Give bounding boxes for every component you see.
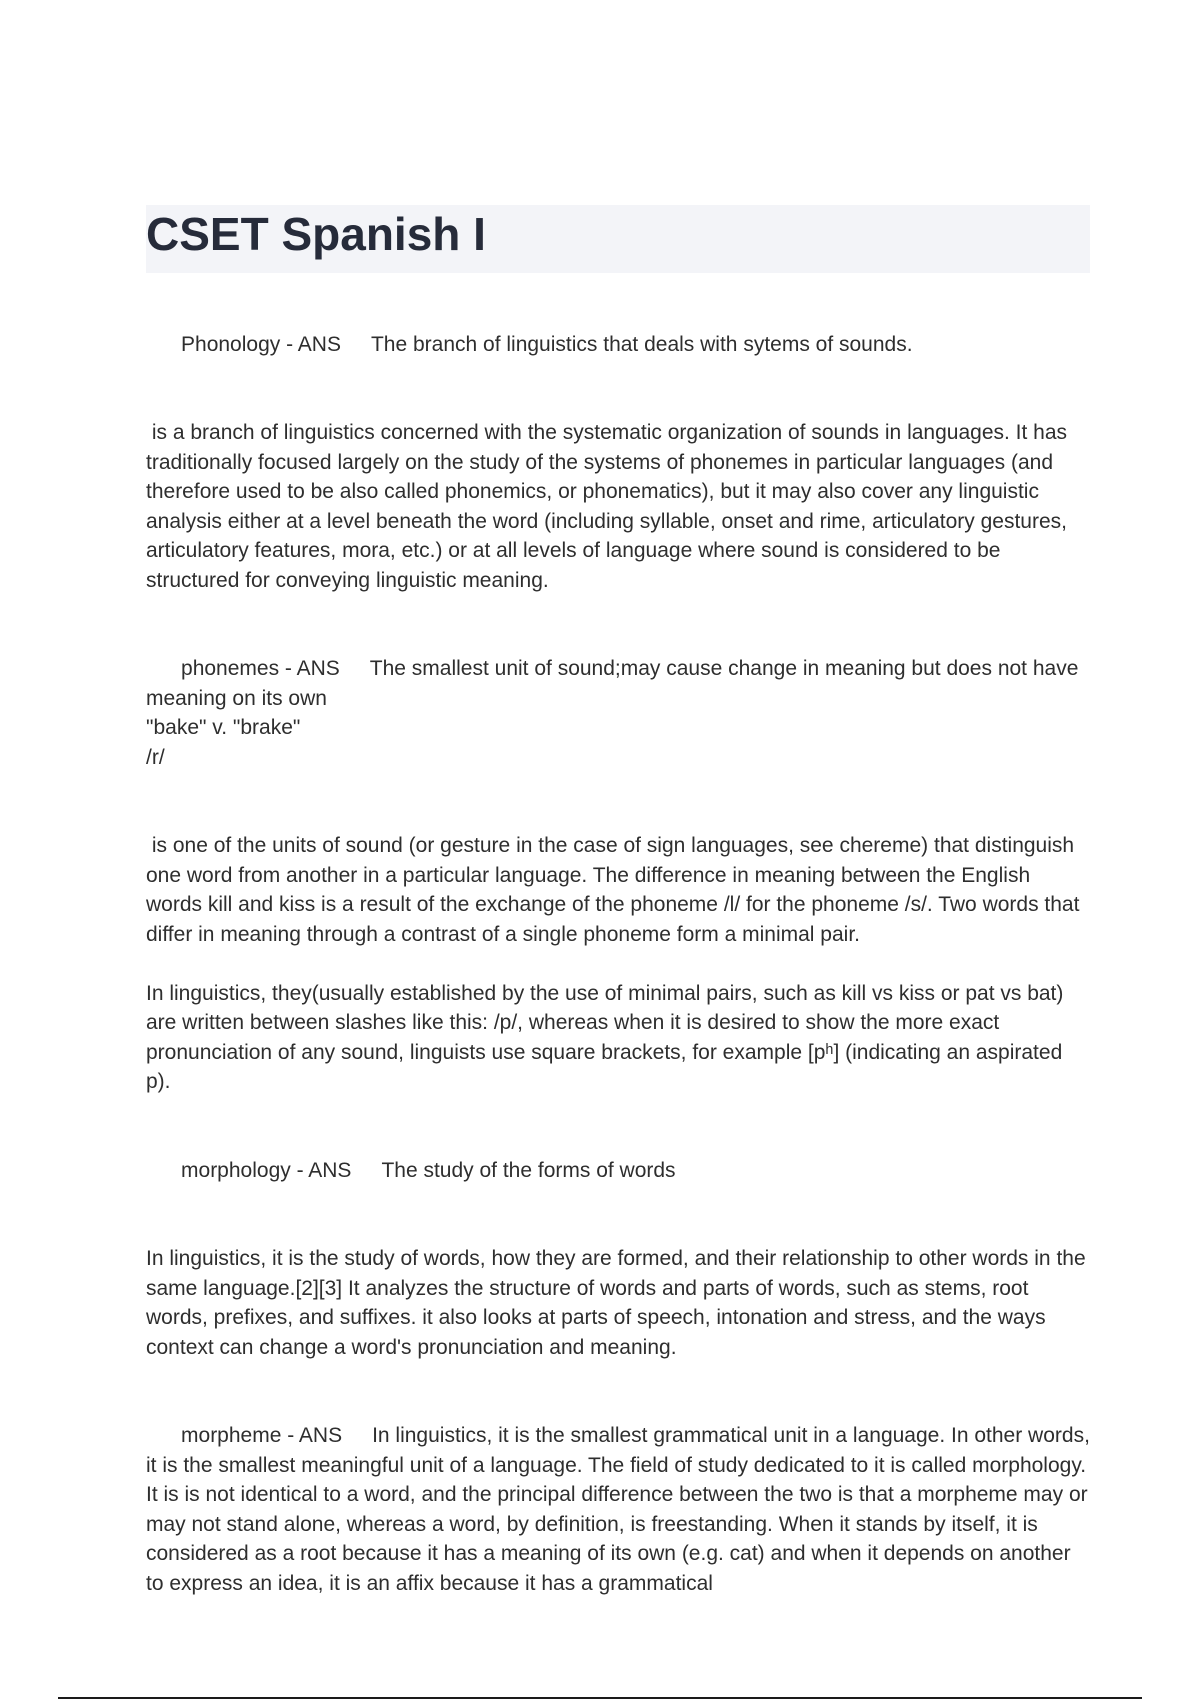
title-bar (146, 205, 1090, 273)
page-bottom-rule (58, 1697, 1142, 1699)
document-title: CSET Spanish I (146, 208, 486, 260)
term-definition: The smallest unit of sound;may cause change in meaning but does not have meaning on its own "bake" v. "brake" /r/ (146, 657, 1079, 769)
entry-morphology (146, 1126, 1090, 1215)
term-definition: The branch of linguistics that deals with sytems of sounds. (370, 332, 913, 356)
paragraph-morphology-detail: In linguistics, it is the study of words, how they are formed, and their relationship to other words in the same language.[2][3] It analyzes the structure of words and parts of words, such as stems, root words, prefixes, and suffixes. it also looks at parts of speech, intonation and stress, and the ways context can change a word's pronunciation and meaning. (146, 1247, 1092, 1359)
term-label: Phonology - ANS (181, 332, 341, 356)
paragraph-phoneme-detail: is one of the units of sound (or gesture in the case of sign languages, see chereme) that distinguish one word from another in a particular language. The difference in meaning between the English words kill and kiss is a result of the exchange of the phoneme /l/ for the phoneme /s/. Two words that differ in meaning through a contrast of a single phoneme form a minimal pair. (146, 834, 1086, 946)
term-label: phonemes - ANS (181, 657, 340, 680)
document-body (146, 300, 1096, 1657)
entry-phonology (146, 300, 1090, 389)
term-label: morphology - ANS (181, 1158, 352, 1182)
term-definition: In linguistics, it is the smallest grammatical unit in a language. In other words, it is the smallest meaningful unit of a language. The field of study dedicated to it is called morphology. It is is not identical to a word, and the principal difference between the two is that a morpheme may or may not stand alone, whereas a word, by definition, is freestanding. When it stands by itself, it is considered as a root because it has a meaning of its own (e.g. cat) and when it depends on another to express an idea, it is an affix because it has a grammatical (146, 1424, 1096, 1595)
term-definition: The study of the forms of words (381, 1158, 676, 1182)
term-label: morpheme - ANS (181, 1424, 343, 1447)
paragraph-phoneme-notation: In linguistics, they(usually established by the use of minimal pairs, such as kill vs kiss or pat vs bat) are written between slashes like this: /p/, whereas when it is desired to show the more exact pronunciation of any sound, linguists use square brackets, for example [pʰ] (indicating an aspirated p). (146, 981, 1070, 1093)
paragraph-phonology-detail: is a branch of linguistics concerned with the systematic organization of sounds in languages. It has traditionally focused largely on the study of the systems of phonemes in particular languages (and therefore used to be also called phonemics, or phonematics), but it may also cover any linguistic analysis either at a level beneath the word (including syllable, onset and rime, articulatory gestures, articulatory features, mora, etc.) or at all levels of language where sound is considered to be structured for conveying linguistic meaning. (146, 421, 1073, 592)
entry-phonemes (146, 625, 1090, 802)
entry-morpheme (146, 1392, 1096, 1628)
